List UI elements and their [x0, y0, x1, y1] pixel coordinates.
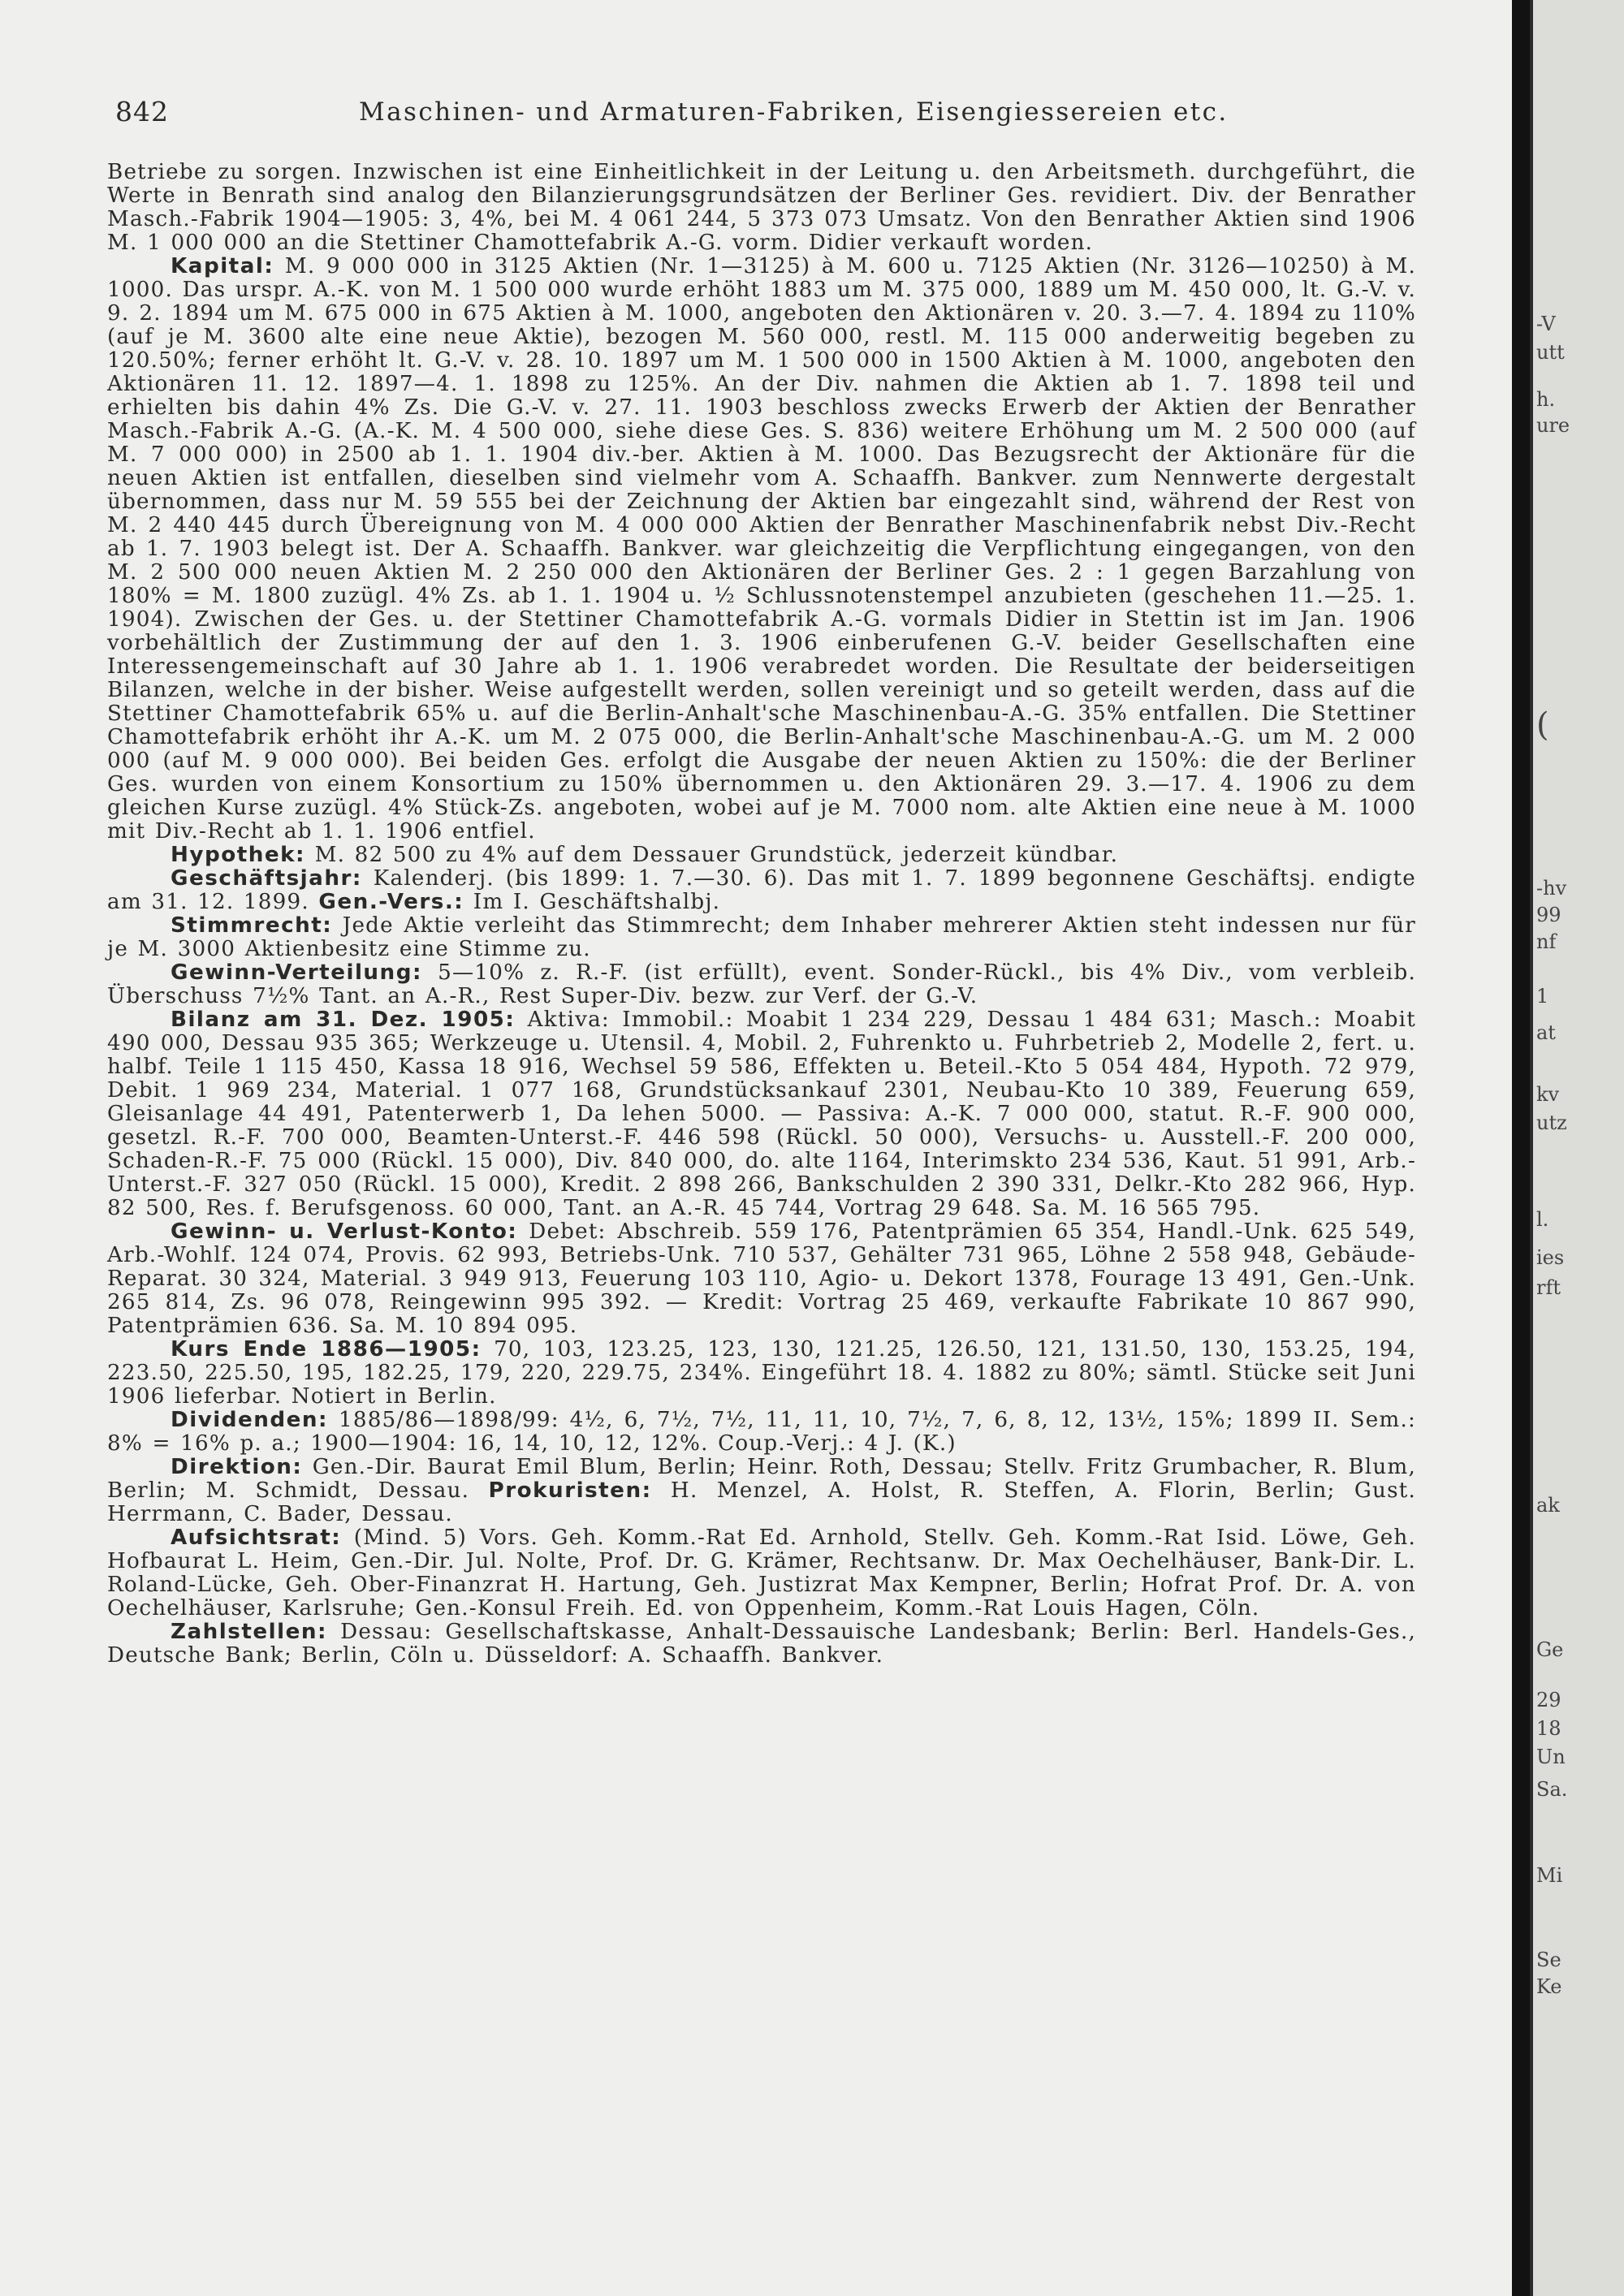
adjacent-fragment: 18	[1536, 1717, 1561, 1740]
section-text: M. 9 000 000 in 3125 Aktien (Nr. 1—3125) à M. 600 u. 7125 Aktien (Nr. 3126—10250) à M. 1000. Das urspr. A.-K. von M. 1 500 000 wurde erhöht 1883 um M. 375 000, 1889 um M. 450 000, lt. G.-V. v. 9. 2. 1894 um M. 675 000 in 675 Aktien à M. 1000, angeboten den Aktionären v. 20. 3.—7. 4. 1894 zu 110% (auf je M. 3600 alte eine neue Aktie), bezogen M. 560 000, restl. M. 115 000 anderweitig begeben zu 120.50%; ferner erhöht lt. G.-V. v. 28. 10. 1897 um M. 1 500 000 in 1500 Aktien à M. 1000, angeboten den Aktionären 11. 12. 1897—4. 1. 1898 zu 125%. An der Div. nahmen die Aktien ab 1. 7. 1898 teil und erhielten bis dahin 4% Zs. Die G.-V. v. 27. 11. 1903 beschloss zwecks Erwerb der Aktien der Benrather Masch.-Fabrik A.-G. (A.-K. M. 4 500 000, siehe diese Ges. S. 836) weitere Erhöhung um M. 2 500 000 (auf M. 7 000 000) in 2500 ab 1. 1. 1904 div.-ber. Aktien à M. 1000. Das Bezugsrecht der Aktionäre für die neuen Aktien ist entfallen, dieselben sind vielmehr vom A. Schaaffh. Bankver. zum Nennwerte dergestalt übernommen, dass nur M. 59 555 bei der Zeichnung der Aktien bar eingezahlt sind, während der Rest von M. 2 440 445 durch Übereignung von M. 4 000 000 Aktien der Benrather Maschinenfabrik nebst Div.-Recht ab 1. 7. 1903 belegt ist. Der A. Schaaffh. Bankver. war gleichzeitig die Verpflichtung eingegangen, von den M. 2 500 000 neuen Aktien M. 2 250 000 den Aktionären der Berliner Ges. 2 : 1 gegen Barzahlung von 180% = M. 1800 zuzügl. 4% Zs. ab 1. 1. 1904 u. ½ Schlussnotenstempel anzubieten (geschehen 11.—25. 1. 1904). Zwischen der Ges. u. der Stettiner Chamottefabrik A.-G. vormals Didier in Stettin ist im Jan. 1906 vorbehältlich der Zustimmung der auf den 1. 3. 1906 einberufenen G.-V. beider Gesellschaften eine Interessengemeinschaft auf 30 Jahre ab 1. 1. 1906 verabredet worden. Die Resultate der beiderseitigen Bilanzen, welche in der bisher. Weise aufgestellt werden, sollen vereinigt und so geteilt werden, dass auf die Stettiner Chamottefabrik 65% u. auf die Berlin-Anhalt'sche Maschinenbau-A.-G. 35% entfallen. Die Stettiner Chamottefabrik erhöht ihr A.-K. um M. 2 075 000, die Berlin-Anhalt'sche Maschinenbau-A.-G. um M. 2 000 000 (auf M. 9 000 000). Bei beiden Ges. erfolgt die Ausgabe der neuen Aktien zu 150%: die der Berliner Ges. wurden von einem Konsortium zu 150% übernommen u. den Aktionären 29. 3.—17. 4. 1906 zu dem gleichen Kurse zuzügl. 4% Stück-Zs. angeboten, wobei auf je M. 7000 nom. alte Aktien eine neue à M. 1000 mit Div.-Recht ab 1. 1. 1906 entfiel.	[107, 254, 1416, 844]
section-label: Aufsichtsrat:	[171, 1526, 342, 1550]
section-text: Aktiva: Immobil.: Moabit 1 234 229, Dessau 1 484 631; Masch.: Moabit 490 000, Dessau 935 365; Werkzeuge u. Utensil. 4, Mobil. 2, Fuhrenkto u. Fuhrbetrieb 2, Modelle 2, fert. u. halbf. Teile 1 115 450, Kassa 18 916, Wechsel 59 586, Effekten u. Beteil.-Kto 5 054 484, Hypoth. 72 979, Debit. 1 969 234, Material. 1 077 168, Grundstücksankauf 2301, Neubau-Kto 10 389, Feuerung 659, Gleisanlage 44 491, Patenterwerb 1, Da lehen 5000. — Passiva: A.-K. 7 000 000, statut. R.-F. 900 000, gesetzl. R.-F. 700 000, Beamten-Unterst.-F. 446 598 (Rückl. 50 000), Versuchs- u. Ausstell.-F. 200 000, Schaden-R.-F. 75 000 (Rückl. 15 000), Div. 840 000, do. alte 1164, Interimskto 234 536, Kaut. 51 991, Arb.-Unterst.-F. 327 050 (Rückl. 15 000), Kredit. 2 898 266, Bankschulden 2 390 331, Delkr.-Kto 282 966, Hyp. 82 500, Res. f. Berufsgenoss. 60 000, Tant. an A.-R. 45 744, Vortrag 29 648. Sa. M. 16 565 795.	[107, 1008, 1416, 1220]
adjacent-fragment: Se	[1536, 1949, 1561, 1971]
section-stimmrecht	[107, 914, 1416, 961]
adjacent-fragment: kv	[1536, 1083, 1560, 1106]
adjacent-fragment: ak	[1536, 1494, 1560, 1517]
adjacent-fragment: h.	[1536, 388, 1556, 411]
section-text: 1885/86—1898/99: 4½, 6, 7½, 7½, 11, 11, 10, 7½, 7, 6, 8, 12, 13½, 15%; 1899 II. Sem.: 8% = 16% p. a.; 1900—1904: 16, 14, 10, 12, 12%. Coup.-Verj.: 4 J. (K.)	[107, 1408, 1416, 1456]
page-number: 842	[115, 96, 169, 127]
section-bilanz	[107, 1008, 1416, 1220]
adjacent-fragment: -hv	[1536, 877, 1567, 900]
adjacent-fragment: Sa.	[1536, 1778, 1568, 1801]
adjacent-fragment: nf	[1536, 930, 1557, 953]
section-label: Gewinn-Verteilung:	[171, 960, 422, 985]
section-label: Hypothek:	[171, 843, 306, 867]
section-text: (Mind. 5) Vors. Geh. Komm.-Rat Ed. Arnhold, Stellv. Geh. Komm.-Rat Isid. Löwe, Geh. Hofbaurat L. Heim, Gen.-Dir. Jul. Nolte, Prof. Dr. G. Krämer, Rechtsanw. Dr. Max Oechelhäuser, Bank-Dir. L. Roland-Lücke, Geh. Ober-Finanzrat H. Hartung, Geh. Justizrat Max Kempner, Berlin; Hofrat Prof. Dr. A. von Oechelhäuser, Karlsruhe; Gen.-Konsul Freih. Ed. von Oppenheim, Komm.-Rat Louis Hagen, Cöln.	[107, 1526, 1416, 1621]
adjacent-fragment: ure	[1536, 414, 1570, 437]
section-geschaeftsjahr	[107, 867, 1416, 914]
section-label: Kapital:	[171, 254, 274, 278]
section-text-gen-vers: Im I. Geschäftshalbj.	[464, 890, 721, 914]
section-zahlstellen	[107, 1621, 1416, 1668]
section-kurs	[107, 1338, 1416, 1409]
intro-paragraph: Betriebe zu sorgen. Inzwischen ist eine Einheitlichkeit in der Leitung u. den Arbeitsmeth. durchgeführt, die Werte in Benrath sind analog den Bilanzierungsgrundsätzen der Berliner Ges. revidiert. Div. der Benrather Masch.-Fabrik 1904—1905: 3, 4%, bei M. 4 061 244, 5 373 073 Umsatz. Von den Benrather Aktien sind 1906 M. 1 000 000 an die Stettiner Chamottefabrik A.-G. vorm. Didier verkauft worden.	[107, 160, 1416, 255]
section-text: Jede Aktie verleiht das Stimmrecht; dem Inhaber mehrerer Aktien steht indessen nur für je M. 3000 Aktienbesitz eine Stimme zu.	[107, 913, 1416, 961]
adjacent-fragment: utt	[1536, 341, 1565, 364]
section-label: Kurs Ende 1886—1905:	[171, 1337, 482, 1362]
section-label: Bilanz am 31. Dez. 1905:	[171, 1008, 516, 1032]
section-label-prokuristen: Prokuristen:	[488, 1478, 652, 1503]
article-body	[107, 161, 1416, 1668]
adjacent-fragment: Mi	[1536, 1864, 1563, 1887]
section-direktion	[107, 1456, 1416, 1526]
section-gewinn-verteilung	[107, 961, 1416, 1008]
adjacent-fragment: rft	[1536, 1276, 1561, 1299]
section-text: Dessau: Gesellschaftskasse, Anhalt-Dessauische Landesbank; Berlin: Berl. Handels-Ges., Deutsche Bank; Berlin, Cöln u. Düsseldorf: A. Schaaffh. Bankver.	[107, 1620, 1416, 1668]
adjacent-fragment: 1	[1536, 985, 1549, 1008]
section-text: Gen.-Dir. Baurat Emil Blum, Berlin; Heinr. Roth, Dessau; Stellv. Fritz Grumbacher, R. Blum, Berlin; M. Schmidt, Dessau.	[107, 1455, 1416, 1503]
section-text-prokuristen: H. Menzel, A. Holst, R. Steffen, A. Florin, Berlin; Gust. Herrmann, C. Bader, Dessau.	[107, 1478, 1416, 1526]
section-text: M. 82 500 zu 4% auf dem Dessauer Grundstück, jederzeit kündbar.	[305, 843, 1119, 867]
adjacent-fragment: 29	[1536, 1689, 1561, 1711]
running-title: Maschinen- und Armaturen-Fabriken, Eisengiessereien etc.	[359, 97, 1229, 127]
section-text: 70, 103, 123.25, 123, 130, 121.25, 126.50, 121, 131.50, 130, 153.25, 194, 223.50, 225.50, 195, 182.25, 179, 220, 229.75, 234%. Eingeführt 18. 4. 1882 zu 80%; sämtl. Stücke seit Juni 1906 lieferbar. Notiert in Berlin.	[107, 1337, 1416, 1409]
adjacent-fragment: (	[1536, 706, 1549, 744]
section-kapital	[107, 255, 1416, 844]
section-label: Dividenden:	[171, 1408, 329, 1432]
section-text: 5—10% z. R.-F. (ist erfüllt), event. Sonder-Rückl., bis 4% Div., vom verbleib. Überschuss 7½% Tant. an A.-R., Rest Super-Div. bezw. zur Verf. der G.-V.	[107, 960, 1416, 1008]
section-label: Zahlstellen:	[171, 1620, 327, 1644]
page-header	[115, 96, 1415, 128]
section-label: Stimmrecht:	[171, 913, 333, 938]
adjacent-page-edge	[1512, 0, 1624, 2296]
section-gewinn-verlust	[107, 1220, 1416, 1338]
adjacent-fragment: l.	[1536, 1208, 1549, 1231]
adjacent-fragment: at	[1536, 1021, 1556, 1044]
section-aufsichtsrat	[107, 1526, 1416, 1621]
section-label-gen-vers: Gen.-Vers.:	[318, 890, 464, 914]
adjacent-fragment: ies	[1536, 1246, 1565, 1269]
section-hypothek	[107, 844, 1416, 867]
section-text: Kalenderj. (bis 1899: 1. 7.—30. 6). Das mit 1. 7. 1899 begonnene Geschäftsj. endigte am 31. 12. 1899.	[107, 866, 1416, 914]
adjacent-fragment: Un	[1536, 1746, 1566, 1768]
section-dividenden	[107, 1409, 1416, 1456]
adjacent-fragment: Ge	[1536, 1638, 1564, 1661]
adjacent-fragment: Ke	[1536, 1975, 1562, 1998]
adjacent-fragment: -V	[1536, 313, 1556, 335]
section-label: Geschäftsjahr:	[171, 866, 362, 891]
section-label: Direktion:	[171, 1455, 303, 1479]
section-text: Debet: Abschreib. 559 176, Patentprämien 65 354, Handl.-Unk. 625 549, Arb.-Wohlf. 124 074, Provis. 62 993, Betriebs-Unk. 710 537, Gehälter 731 965, Löhne 2 558 948, Gebäude-Reparat. 30 324, Material. 3 949 913, Feuerung 103 110, Agio- u. Dekort 1378, Fourage 13 491, Gen.-Unk. 265 814, Zs. 96 078, Reingewinn 995 392. — Kredit: Vortrag 25 469, verkaufte Fabrikate 10 867 990, Patentprämien 636. Sa. M. 10 894 095.	[107, 1219, 1416, 1338]
section-label: Gewinn- u. Verlust-Konto:	[171, 1219, 518, 1244]
adjacent-fragment: utz	[1536, 1111, 1567, 1134]
adjacent-fragment: 99	[1536, 904, 1561, 926]
